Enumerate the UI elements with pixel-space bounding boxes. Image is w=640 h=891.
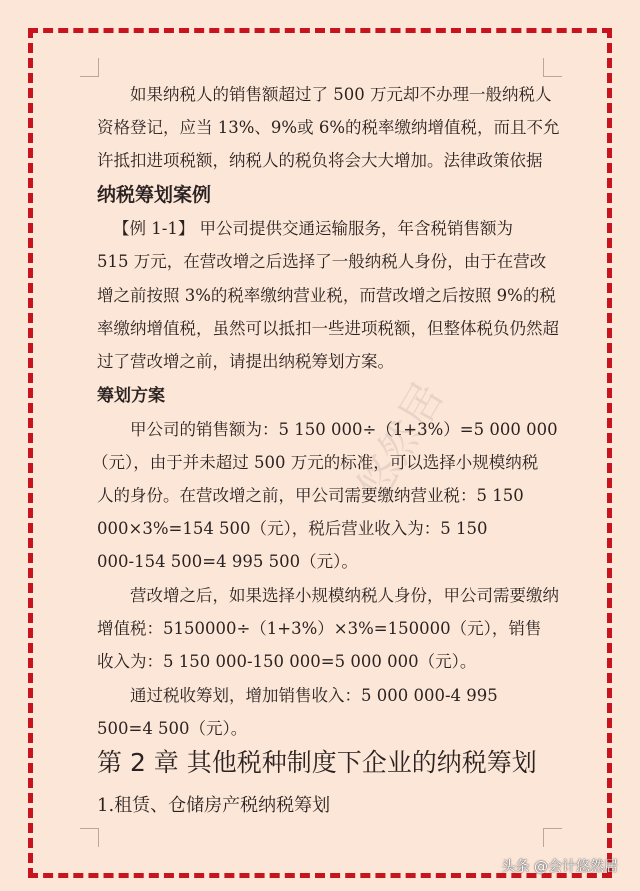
paragraph-line: 【例 1-1】 甲公司提供交通运输服务，年含税销售额为: [113, 219, 514, 238]
paragraph-line: 许抵扣进项税额，纳税人的税负将会大大增加。法律政策依据: [97, 151, 543, 170]
paragraph-line: 增值税：5150000÷（1+3%）×3%=150000（元），销售: [97, 619, 542, 638]
crop-mark: [80, 58, 99, 77]
paragraph-line: 甲公司的销售额为：5 150 000÷（1+3%）=5 000 000: [130, 420, 558, 439]
crop-mark: [543, 58, 562, 77]
crop-mark: [80, 828, 99, 847]
paragraph-line: （元），由于并未超过 500 万元的标准，可以选择小规模纳税: [92, 453, 539, 472]
subsection-heading: 1.租赁、仓储房产税纳税筹划: [97, 795, 331, 816]
paragraph-line: 人的身份。在营改增之前，甲公司需要缴纳营业税：5 150: [97, 486, 524, 505]
section-heading: 纳税筹划案例: [97, 184, 212, 206]
paragraph-line: 资格登记，应当 13%、9%或 6%的税率缴纳增值税，而且不允: [97, 118, 560, 137]
section-heading: 筹划方案: [97, 386, 165, 406]
source-credit: 头条 @会计悠然居: [501, 859, 618, 875]
chapter-title: 第 2 章 其他税种制度下企业的纳税筹划: [97, 748, 537, 777]
paragraph-line: 如果纳税人的销售额超过了 500 万元却不办理一般纳税人: [130, 85, 552, 104]
paragraph-line: 通过税收筹划，增加销售收入：5 000 000-4 995: [130, 686, 498, 705]
crop-mark: [543, 828, 562, 847]
paragraph-line: 增之前按照 3%的税率缴纳营业税，而营改增之后按照 9%的税: [97, 286, 556, 305]
watermark: 悠然居: [347, 374, 453, 509]
paragraph-line: 500=4 500（元）。: [97, 719, 248, 738]
paragraph-line: 营改增之后，如果选择小规模纳税人身份，甲公司需要缴纳: [130, 586, 559, 605]
paragraph-line: 515 万元，在营改增之后选择了一般纳税人身份，由于在营改: [97, 252, 547, 271]
paragraph-line: 率缴纳增值税，虽然可以抵扣一些进项税额，但整体税负仍然超: [97, 319, 559, 338]
paragraph-line: 000×3%=154 500（元），税后营业收入为：5 150: [97, 519, 488, 538]
paragraph-line: 过了营改增之前，请提出纳税筹划方案。: [97, 352, 394, 371]
paragraph-line: 收入为：5 150 000-150 000=5 000 000（元）。: [97, 652, 477, 671]
paragraph-line: 000-154 500=4 995 500（元）。: [97, 552, 358, 571]
